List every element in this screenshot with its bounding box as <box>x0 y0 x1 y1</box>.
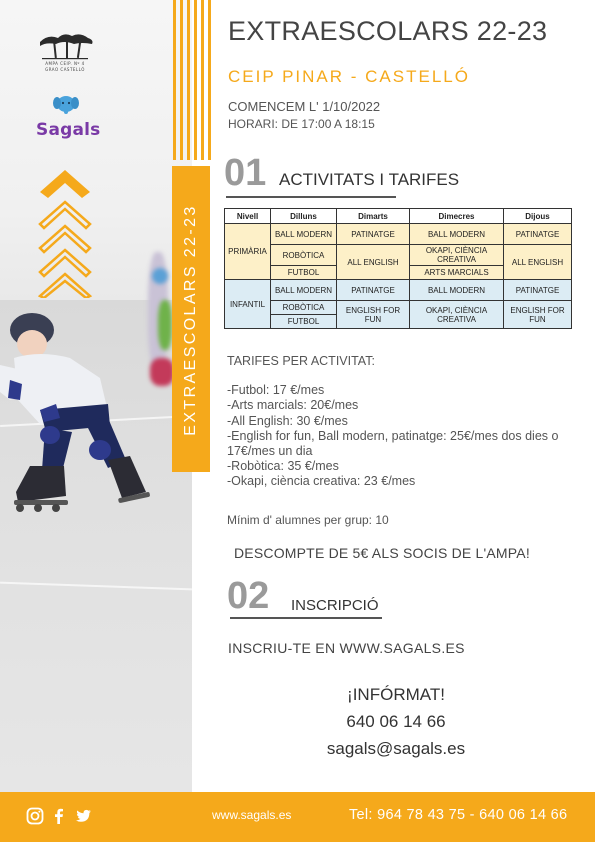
table-row <box>225 224 572 245</box>
footer <box>0 792 595 842</box>
skater-illustration <box>0 300 192 530</box>
table-cell: ARTS MARCIALS <box>410 266 504 280</box>
elephant-icon <box>53 95 79 115</box>
table-cell: PATINATGE <box>504 224 572 245</box>
table-header: Dilluns <box>271 209 337 224</box>
sagals-logo-text: Sagals <box>36 120 101 140</box>
table-cell: OKAPI, CIÈNCIA CREATIVA <box>410 245 504 266</box>
tariff-item: -English for fun, Ball modern, patinatge: 25€/mes dos dies o 17€/mes un dia <box>227 428 559 459</box>
inscription-text[interactable]: INSCRIU-TE EN WWW.SAGALS.ES <box>228 640 465 656</box>
facebook-icon[interactable] <box>50 807 68 825</box>
contact-phone[interactable]: 640 06 14 66 <box>346 712 446 731</box>
ampa-logo <box>34 28 96 72</box>
decorative-stripe <box>173 0 176 160</box>
photo-panel <box>0 0 192 792</box>
table-cell: ROBÒTICA <box>271 301 337 315</box>
tariffs-block <box>227 354 587 490</box>
section-number-01: 01 <box>224 152 267 194</box>
table-header: Dijous <box>504 209 572 224</box>
table-cell: BALL MODERN <box>271 224 337 245</box>
table-header: Nivell <box>225 209 271 224</box>
section-title-activities: ACTIVITATS I TARIFES <box>279 170 460 189</box>
pine-trees-icon <box>34 28 96 60</box>
table-cell: ROBÒTICA <box>271 245 337 266</box>
table-cell: ALL ENGLISH <box>337 245 410 280</box>
table-cell: BALL MODERN <box>410 224 504 245</box>
level-cell: PRIMÀRIA <box>225 224 271 280</box>
table-header: Dimecres <box>410 209 504 224</box>
table-cell: PATINATGE <box>337 224 410 245</box>
table-cell: PATINATGE <box>504 280 572 301</box>
discount-note: DESCOMPTE DE 5€ ALS SOCIS DE L'AMPA! <box>234 545 530 561</box>
level-cell: INFANTIL <box>225 280 271 329</box>
table-cell: ENGLISH FOR FUN <box>337 301 410 329</box>
table-cell: OKAPI, CIÈNCIA CREATIVA <box>410 301 504 329</box>
vertical-band-text: EXTRAESCOLARS 22-23 <box>182 204 199 436</box>
minimum-students: Mínim d' alumnes per grup: 10 <box>227 513 389 527</box>
table-row <box>225 280 572 301</box>
table-cell: ENGLISH FOR FUN <box>504 301 572 329</box>
ampa-logo-text: AMPA CEIP. Nº 4 <box>45 61 85 66</box>
background-skater-helmet <box>152 268 168 284</box>
tariff-item: -Okapi, ciència creativa: 23 €/mes <box>227 474 416 489</box>
decorative-stripe <box>208 0 211 160</box>
table-cell: FUTBOL <box>271 266 337 280</box>
table-cell: BALL MODERN <box>271 280 337 301</box>
footer-website[interactable]: www.sagals.es <box>212 808 292 822</box>
tariff-item: -Futbol: 17 €/mes <box>227 383 325 398</box>
decorative-stripe <box>180 0 183 160</box>
decorative-stripe <box>201 0 204 160</box>
table-header: Dimarts <box>337 209 410 224</box>
school-name: CEIP PINAR - CASTELLÓ <box>228 67 470 86</box>
start-date: COMENCEM L' 1/10/2022 <box>228 99 381 114</box>
decorative-stripe <box>187 0 190 160</box>
page-title: EXTRAESCOLARS 22-23 <box>228 16 548 46</box>
schedule-hours: HORARI: DE 17:00 A 18:15 <box>228 117 375 131</box>
decorative-stripe <box>194 0 197 160</box>
table-cell: BALL MODERN <box>410 280 504 301</box>
section-divider <box>230 617 382 619</box>
contact-email[interactable]: sagals@sagals.es <box>326 739 466 758</box>
contact-heading: ¡INFÓRMAT! <box>347 685 445 704</box>
tariff-item: -Arts marcials: 20€/mes <box>227 398 359 413</box>
tariff-item: -All English: 30 €/mes <box>227 413 348 428</box>
section-title-inscription: INSCRIPCIÓ <box>291 597 379 614</box>
table-cell: ALL ENGLISH <box>504 245 572 280</box>
twitter-icon[interactable] <box>74 807 92 825</box>
table-cell: FUTBOL <box>271 315 337 329</box>
schedule-table <box>224 208 572 329</box>
footer-phone: Tel: 964 78 43 75 - 640 06 14 66 <box>349 807 568 823</box>
table-row <box>225 301 572 315</box>
ampa-logo-subtext: GRAO CASTELLÓ <box>45 67 85 72</box>
instagram-icon[interactable] <box>26 807 44 825</box>
section-divider <box>226 196 396 198</box>
section-number-02: 02 <box>227 575 270 617</box>
table-cell: PATINATGE <box>337 280 410 301</box>
chevron-up-arrows-icon <box>38 168 92 298</box>
sagals-logo <box>36 95 101 140</box>
tariff-item: -Robòtica: 35 €/mes <box>227 459 339 474</box>
tariffs-heading: TARIFES PER ACTIVITAT: <box>227 354 375 368</box>
table-row <box>225 245 572 266</box>
